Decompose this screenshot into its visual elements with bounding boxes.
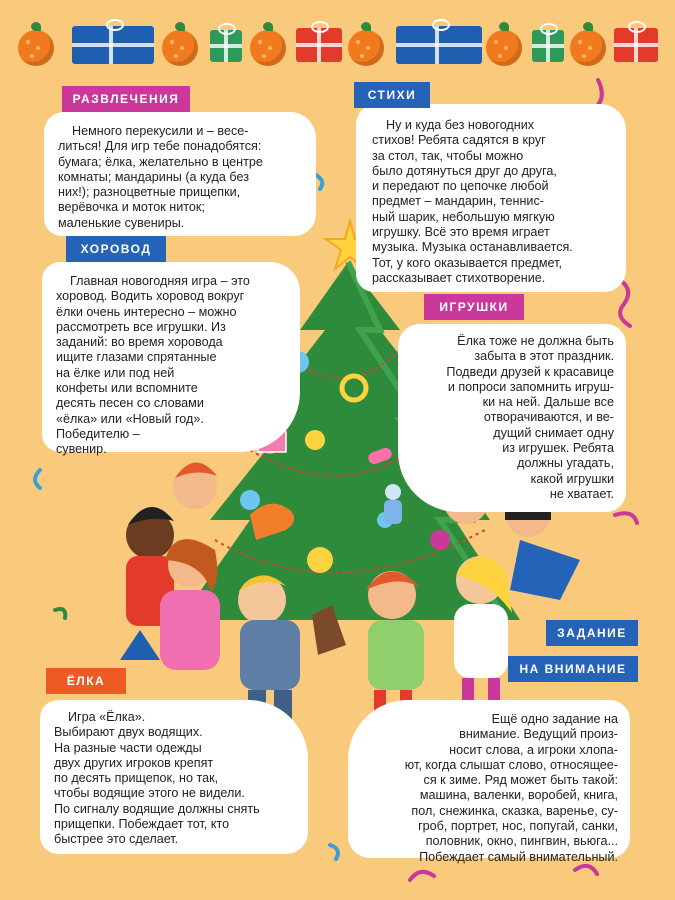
text-line: на ёлке или под ней (56, 365, 175, 380)
text-line: На разные части одежды (54, 740, 202, 755)
text-line: Главная новогодняя игра – это (70, 274, 250, 288)
text-line: Игра «Ёлка». (68, 710, 146, 724)
text-line: Немного перекусили и – весе- (72, 124, 249, 138)
text-line: маленькие сувениры. (58, 215, 185, 230)
text-line: сувенир. (56, 442, 107, 457)
text-line: из игрушек. Ребята (502, 441, 614, 456)
entertainment-box (44, 112, 316, 236)
attention-task-text (354, 712, 618, 865)
text-line: не хватает. (549, 486, 614, 501)
round-dance-text (56, 274, 296, 458)
toys-text (400, 334, 614, 502)
text-line: пол, снежинка, сказка, варенье, су- (411, 803, 618, 818)
entertainment-text (58, 124, 308, 231)
text-line: какой игрушки (530, 471, 614, 486)
round-dance-box (42, 262, 300, 457)
text-line: двух других игроков крепят (54, 755, 214, 770)
text-line: Тот, у кого оказывается предмет, (372, 255, 562, 270)
text-line: быстрее это сделает. (54, 832, 179, 847)
entertainment-ribbon: РАЗВЛЕЧЕНИЯ (62, 86, 190, 112)
text-line: отворачиваются, и ве- (483, 410, 614, 425)
text-line: и попроси запомнить игруш- (447, 379, 614, 394)
text-line: Выбирают двух водящих. (54, 725, 203, 740)
text-line: комнаты; мандарины (а куда без (58, 169, 249, 184)
text-line: десять песен со словами (56, 396, 204, 411)
text-line: них!); разноцветные прищепки, (58, 185, 241, 200)
poems-text (372, 118, 614, 286)
text-line: Ещё одно задание на (491, 712, 618, 726)
text-line: носит слова, а игроки хлопа- (449, 742, 618, 757)
text-line: за стол, так, чтобы можно (372, 148, 524, 163)
text-line: литься! Для игр тебе понадобятся: (58, 139, 262, 154)
text-line: Победителю – (56, 426, 140, 441)
text-line: предмет – мандарин, теннис- (372, 194, 544, 209)
text-line: должны угадать, (517, 456, 614, 471)
text-line: по десять прищепок, но так, (54, 771, 219, 786)
text-line: хоровод. Водить хоровод вокруг (56, 289, 245, 304)
text-line: музыка. Музыка останавливается. (372, 240, 573, 255)
tree-game-ribbon: ЁЛКА (46, 668, 126, 694)
text-line: и передают по цепочке любой (372, 179, 549, 194)
text-line: По сигналу водящие должны снять (54, 801, 260, 816)
text-line: Подведи друзей к красавице (446, 364, 614, 379)
text-line: конфеты или вспомните (56, 381, 198, 396)
text-line: гроб, портрет, нос, попугай, санки, (418, 819, 618, 834)
attention-task-ribbon-2: НА ВНИМАНИЕ (508, 656, 638, 682)
text-line: чтобы водящие этого не видели. (54, 786, 245, 801)
text-line: рассмотреть все игрушки. Из (56, 319, 226, 334)
text-line: было дотянуться друг до друга, (372, 163, 557, 178)
text-line: «ёлка» или «Новый год». (56, 411, 204, 426)
text-line: ёлки очень интересно – можно (56, 304, 237, 319)
tree-game-text (54, 710, 304, 848)
poems-box (356, 104, 626, 292)
text-line: машина, валенки, воробей, книга, (419, 788, 618, 803)
text-line: Ну и куда без новогодних (386, 118, 535, 132)
toys-box (398, 324, 626, 512)
attention-task-box (348, 700, 630, 864)
text-line: стихов! Ребята садятся в круг (372, 133, 546, 148)
toys-ribbon: ИГРУШКИ (424, 294, 524, 320)
round-dance-ribbon: ХОРОВОД (66, 236, 166, 262)
text-line: рассказывает стихотворение. (372, 270, 546, 285)
attention-task-ribbon-1: ЗАДАНИЕ (546, 620, 638, 646)
text-line: забыта в этот праздник. (474, 349, 614, 364)
text-line: игрушку. Всё это время играет (372, 225, 550, 240)
text-line: Ёлка тоже не должна быть (457, 334, 614, 348)
text-line: дущий снимает одну (493, 425, 614, 440)
tree-game-box (40, 700, 308, 854)
text-line: бумага; ёлка, желательно в центре (58, 154, 263, 169)
text-line: ки на ней. Дальше все (482, 395, 614, 410)
text-line: заданий: во время хоровода (56, 335, 223, 350)
text-line: ный шарик, небольшую мягкую (372, 209, 555, 224)
text-line: прищепки. Побеждает тот, кто (54, 817, 230, 832)
text-line: Побеждает самый внимательный. (419, 849, 618, 864)
text-line: половник, окно, пингвин, вьюга... (425, 834, 618, 849)
poems-ribbon: СТИХИ (354, 82, 430, 108)
text-line: ся к зиме. Ряд может быть такой: (423, 773, 618, 788)
text-line: ищите глазами спрятанные (56, 350, 217, 365)
text-line: внимание. Ведущий произ- (459, 727, 618, 742)
text-line: верёвочка и моток ниток; (58, 200, 205, 215)
text-line: ют, когда слышат слово, относящее- (404, 757, 618, 772)
